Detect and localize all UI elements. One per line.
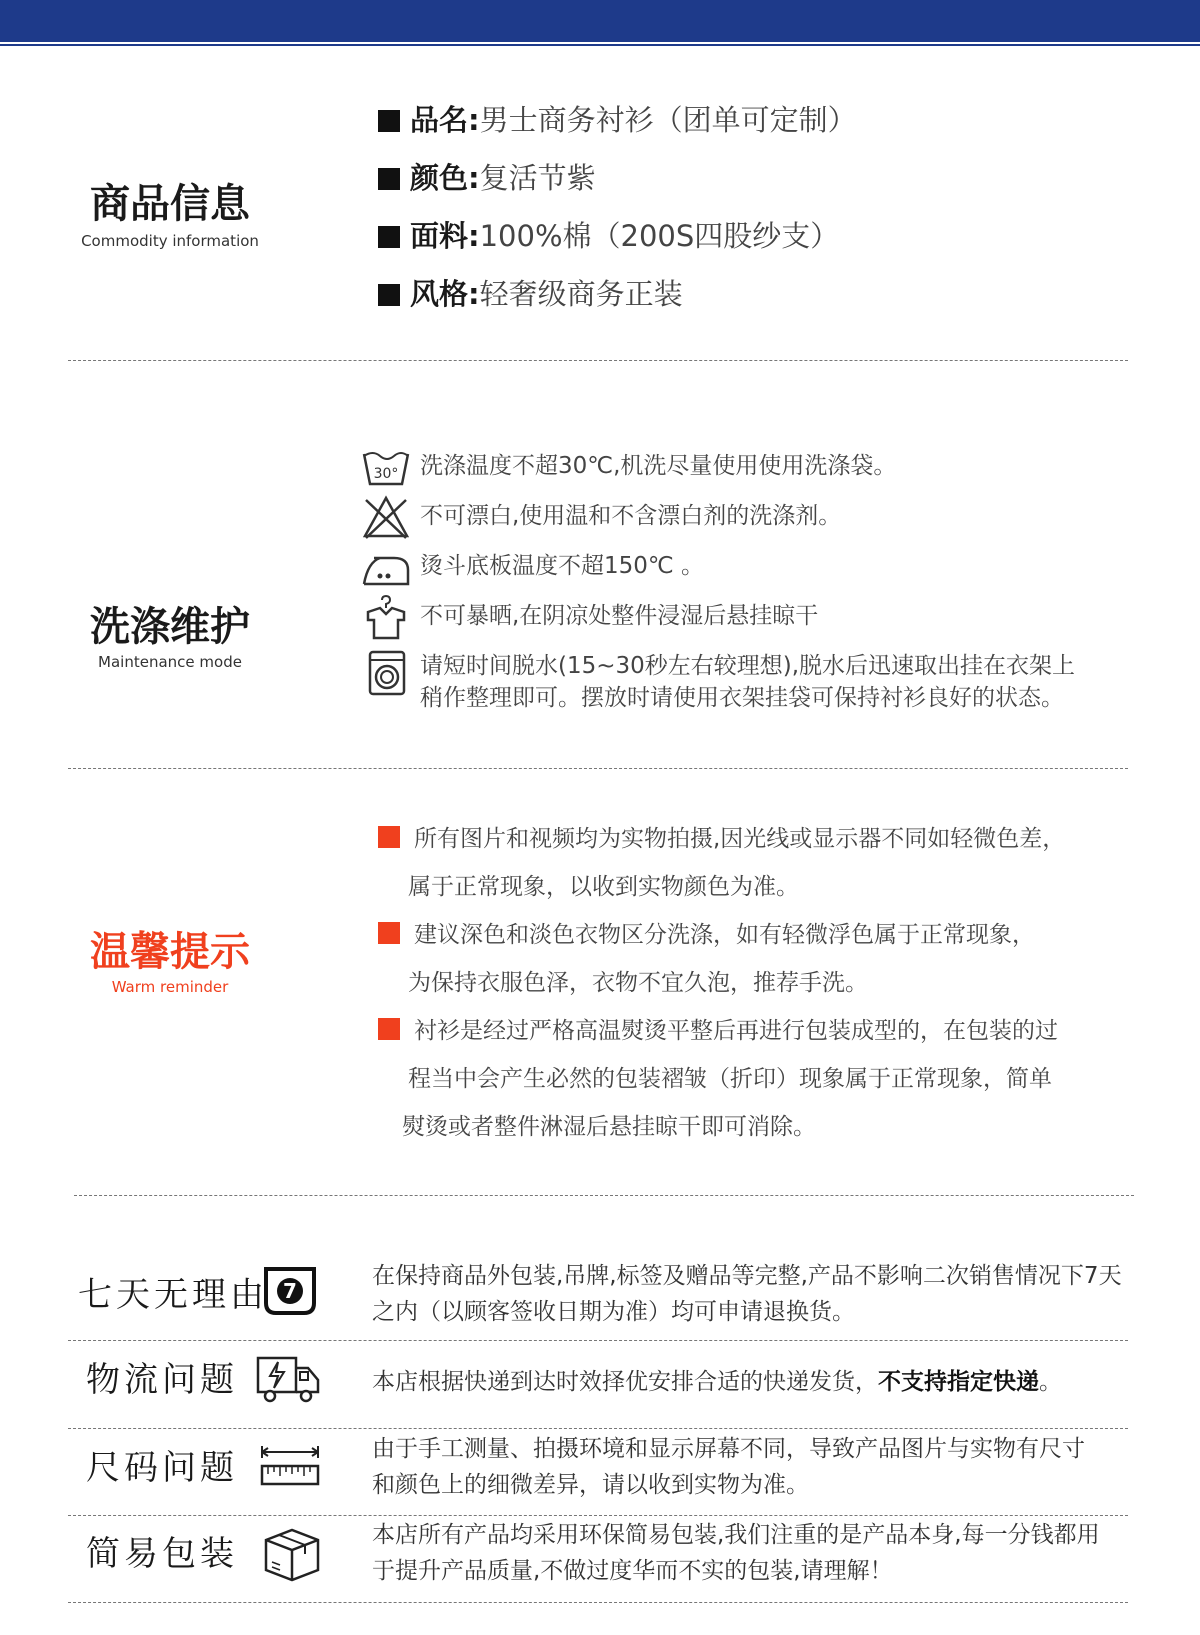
service-title-size: 尺码问题 <box>86 1448 238 1488</box>
reminder-item-3-cont2: 熨烫或者整件淋湿后悬挂晾干即可消除。 <box>402 1114 816 1140</box>
commodity-subtitle: Commodity information <box>81 232 259 250</box>
reminder-item-1-cont: 属于正常现象，以收到实物颜色为准。 <box>408 874 799 900</box>
hang-dry-icon <box>360 594 412 640</box>
reminder-item-1: 所有图片和视频均为实物拍摄,因光线或显示器不同如轻微色差， <box>378 820 1118 853</box>
red-bullet-icon <box>378 1018 400 1040</box>
top-banner-line <box>0 44 1200 46</box>
bullet-square-icon <box>378 110 400 132</box>
seven-days-icon <box>256 1261 324 1321</box>
iron-icon <box>360 544 412 590</box>
care-text: 洗涤温度不超30℃,机洗尽量使用使用洗涤袋。 <box>420 453 897 479</box>
bullet-square-icon <box>378 284 400 306</box>
washing-machine-icon <box>360 650 412 696</box>
care-text: 不可暴晒,在阴凉处整件浸湿后悬挂晾干 <box>420 603 819 629</box>
reminder-subtitle: Warm reminder <box>111 978 229 996</box>
red-bullet-icon <box>378 826 400 848</box>
care-text: 不可漂白,使用温和不含漂白剂的洗涤剂。 <box>420 503 842 529</box>
service-title-seven-days: 七天无理由 <box>78 1275 268 1315</box>
service-title-logistics: 物流问题 <box>86 1360 238 1400</box>
divider <box>68 1428 1128 1429</box>
info-row-style: 风格:轻奢级商务正装 <box>378 272 683 313</box>
red-bullet-icon <box>378 922 400 944</box>
reminder-title: 温馨提示 <box>90 929 250 975</box>
divider <box>68 1515 1128 1516</box>
service-text-size: 由于手工测量、拍摄环境和显示屏幕不同，导致产品图片与实物有尺寸 和颜色上的细微差异，请以收到实物为准。 <box>372 1436 1085 1498</box>
info-row-color: 颜色:复活节紫 <box>378 156 596 197</box>
commodity-title: 商品信息 <box>90 181 250 227</box>
service-text-seven-days: 在保持商品外包装,吊牌,标签及赠品等完整,产品不影响二次销售情况下7天 之内（以顾客签收日期为准）均可申请退换货。 <box>372 1263 1122 1325</box>
service-text-logistics: 本店根据快递到达时效择优安排合适的快递发货，不支持指定快递。 <box>372 1369 1062 1395</box>
bullet-square-icon <box>378 226 400 248</box>
no-bleach-icon <box>360 494 412 540</box>
divider <box>68 1340 1128 1341</box>
svg-text:30°: 30° <box>373 466 399 482</box>
care-text: 请短时间脱水(15~30秒左右较理想),脱水后迅速取出挂在衣架上 稍作整理即可。摆放时请使用衣架挂袋可保持衬衫良好的状态。 <box>420 653 1076 711</box>
info-row-fabric: 面料:100%棉（200S四股纱支） <box>378 214 839 255</box>
maintenance-subtitle: Maintenance mode <box>98 653 242 671</box>
service-text-package: 本店所有产品均采用环保简易包装,我们注重的是产品本身,每一分钱都用 于提升产品质量,不做过度华而不实的包装,请理解！ <box>372 1522 1100 1584</box>
reminder-item-2-cont: 为保持衣服色泽，衣物不宜久泡，推荐手洗。 <box>408 970 868 996</box>
wash-30-icon <box>360 444 412 490</box>
svg-text:7: 7 <box>283 1279 297 1303</box>
ruler-icon <box>256 1436 324 1496</box>
divider <box>68 360 1128 361</box>
divider <box>68 768 1128 769</box>
info-row-name: 品名:男士商务衬衫（团单可定制） <box>378 98 857 139</box>
top-banner-bar <box>0 0 1200 42</box>
care-item-spin <box>360 644 1160 724</box>
reminder-item-2: 建议深色和淡色衣物区分洗涤，如有轻微浮色属于正常现象， <box>378 916 1118 949</box>
bullet-square-icon <box>378 168 400 190</box>
service-title-package: 简易包装 <box>86 1534 238 1574</box>
reminder-item-3: 衬衫是经过严格高温熨烫平整后再进行包装成型的，在包装的过 <box>378 1012 1118 1045</box>
delivery-truck-icon <box>254 1348 322 1408</box>
maintenance-title: 洗涤维护 <box>90 604 250 650</box>
divider <box>74 1195 1134 1196</box>
reminder-item-3-cont: 程当中会产生必然的包装褶皱（折印）现象属于正常现象，简单 <box>408 1066 1052 1092</box>
care-text: 烫斗底板温度不超150℃ 。 <box>420 553 705 579</box>
divider <box>68 1602 1128 1603</box>
package-box-icon <box>258 1524 326 1584</box>
